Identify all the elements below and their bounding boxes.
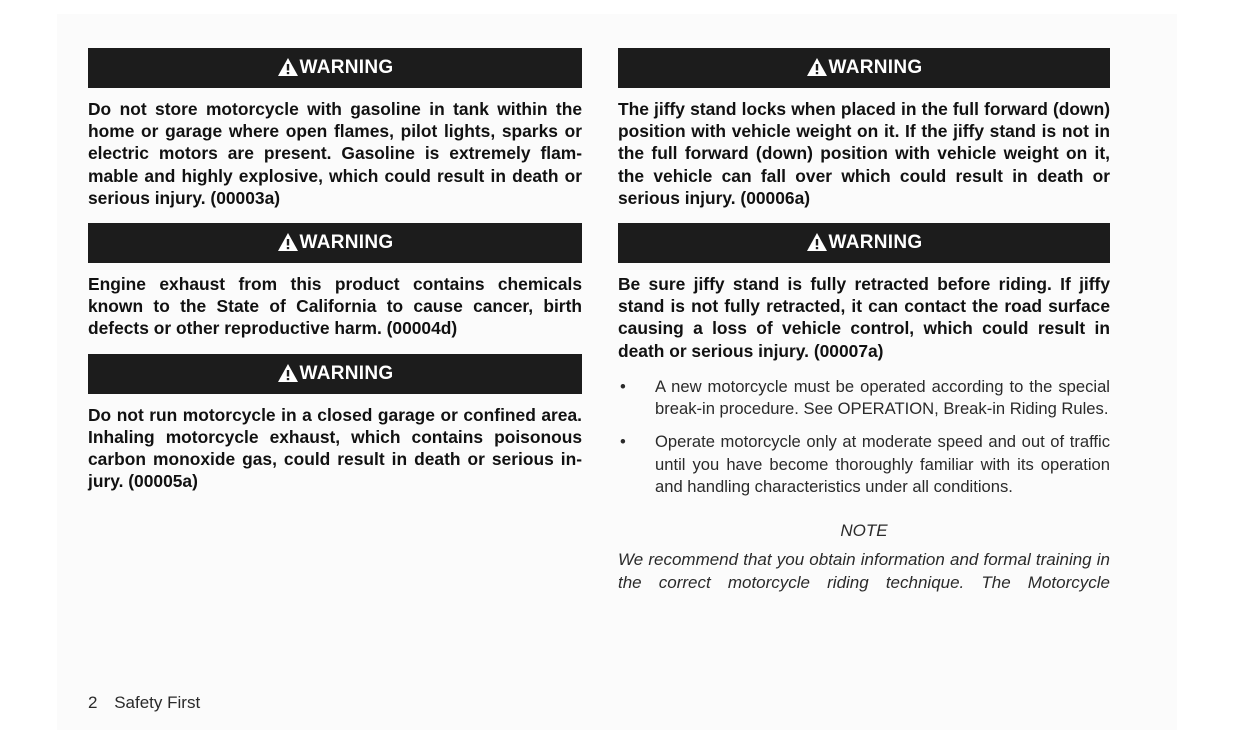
bullet-list <box>618 376 1110 499</box>
warning-triangle-icon <box>277 57 299 77</box>
warning-block <box>88 48 582 209</box>
warning-label: WARNING <box>299 362 394 384</box>
list-item-text: A new motorcycle must be operated according to the special break-in procedure. See OPERATION, Break-in Riding Rules. <box>655 376 1110 419</box>
list-item <box>618 431 1110 499</box>
left-column <box>88 48 582 492</box>
warning-triangle-icon <box>806 57 828 77</box>
warning-block <box>618 48 1110 209</box>
warning-label: WARNING <box>828 232 923 254</box>
list-item <box>618 376 1110 421</box>
warning-banner <box>618 223 1110 263</box>
warning-label: WARNING <box>828 57 923 78</box>
warning-text: Do not run motorcycle in a closed garage or confined area. Inhaling motorcycle exhaust, which contains poisonous carbon monoxide gas, could result in death or serious in-jury. (00005a) <box>88 404 582 492</box>
warning-triangle-icon <box>806 232 828 252</box>
warning-text: Be sure jiffy stand is fully retracted before riding. If jiffy stand is not fully retracted, it can contact the road surface causing a loss of vehicle control, which could result in death or serious injury. (00007a) <box>618 274 1110 361</box>
bullet-icon: • <box>620 432 626 452</box>
section-title: Safety First <box>114 693 201 712</box>
note-title: NOTE <box>840 520 888 540</box>
page-number: 2 <box>88 693 98 712</box>
warning-block <box>88 354 582 493</box>
warning-block <box>88 223 582 340</box>
warning-text: Engine exhaust from this product contains chemicals known to the State of California to cause cancer, birth defects or other reproductive harm. (00004d) <box>88 274 582 339</box>
warning-text: The jiffy stand locks when placed in the full forward (down) position with vehicle weight on it. If the jiffy stand is not in the full forward (down) position with vehicle weight on it, the vehicle can fall over which could result in death or serious injury. (00006a) <box>618 99 1110 208</box>
warning-banner <box>88 354 582 394</box>
warning-triangle-icon <box>277 363 299 383</box>
right-column <box>618 48 1110 594</box>
warning-text: Do not store motorcycle with gasoline in tank within the home or garage where open flames, pilot lights, sparks or electric motors are present. Gasoline is extremely flam-mable and highly explosive, which could result in death or serious injury. (00003a) <box>88 99 582 208</box>
bullet-icon: • <box>620 376 626 396</box>
warning-banner <box>88 48 582 88</box>
warning-block <box>618 223 1110 362</box>
note-text: We recommend that you obtain information and formal training in the correct motorcycle riding technique. The Motorcycle <box>618 549 1110 592</box>
warning-banner <box>618 48 1110 88</box>
list-item-text: Operate motorcycle only at moderate speed and out of traffic until you have become thoroughly familiar with its operation and handling characteristics under all conditions. <box>655 432 1110 497</box>
warning-banner <box>88 223 582 263</box>
warning-label: WARNING <box>299 232 394 254</box>
page-footer <box>88 693 200 713</box>
warning-label: WARNING <box>299 57 394 78</box>
warning-triangle-icon <box>277 232 299 252</box>
